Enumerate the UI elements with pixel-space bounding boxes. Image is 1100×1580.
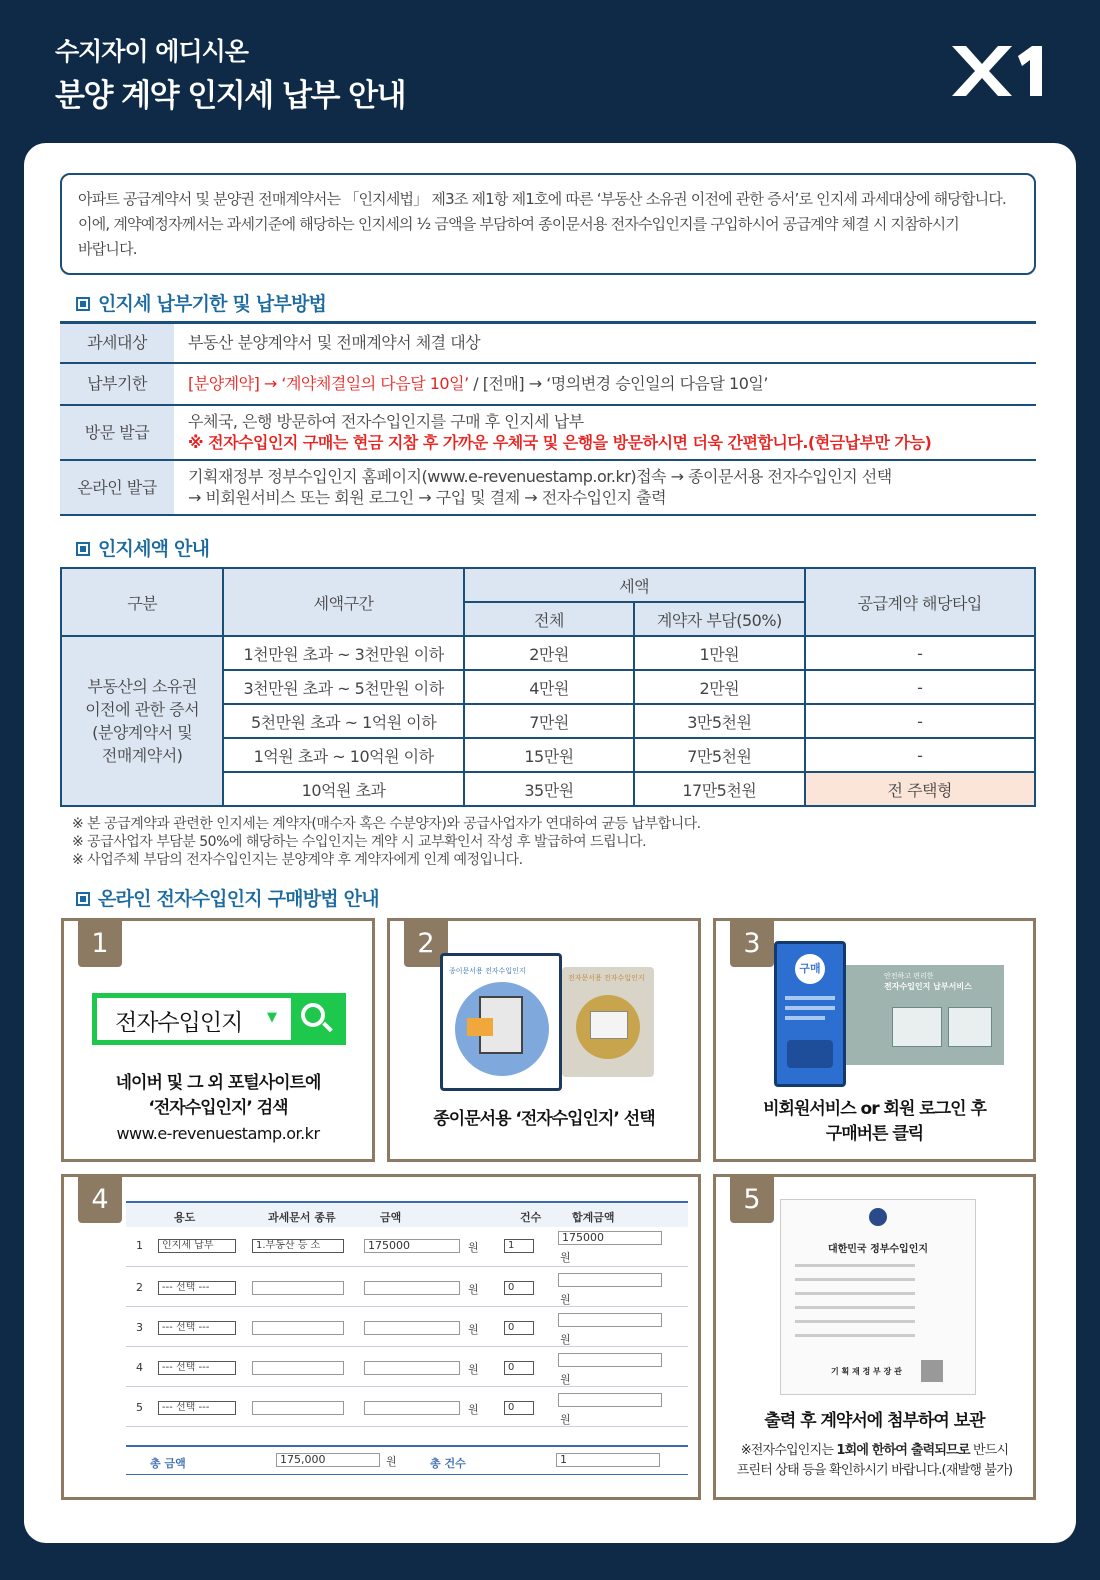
intro-line: 이에, 계약예정자께서는 과세기준에 해당하는 인지세의 ½ 금액을 부담하여 종이문서용 전자수입인지를 구입하시어 공급계약 체결 시 지참하시기	[78, 215, 959, 233]
sum-input	[558, 1313, 662, 1327]
total-cell: 35만원	[464, 772, 634, 806]
use-select[interactable]: --- 선택 ---	[158, 1401, 236, 1415]
step-caption: 출력 후 계약서에 첨부하여 보관	[764, 1411, 985, 1431]
use-select[interactable]: --- 선택 ---	[158, 1361, 236, 1375]
page-header	[0, 0, 1100, 142]
step-caption: 구매버튼 클릭	[825, 1124, 924, 1144]
range-cell: 3천만원 초과 ~ 5천만원 이하	[223, 670, 463, 704]
note-line: ※ 사업주체 부담의 전자수입인지는 분양계약 후 계약자에게 인계 예정입니다.	[72, 852, 523, 868]
step-number: 1	[78, 921, 122, 967]
online-text: 기획재정부 정부수입인지 홈페이지(www.e-revenuestamp.or.kr)접속 → 종이문서용 전자수입인지 선택	[188, 467, 892, 486]
payment-method-table	[60, 321, 1036, 516]
step-number: 5	[730, 1177, 774, 1223]
table-row	[60, 460, 1036, 515]
sum-input	[558, 1273, 662, 1287]
count-select[interactable]: 0	[504, 1361, 534, 1375]
sum-input	[558, 1353, 662, 1367]
table-row	[60, 405, 1036, 460]
use-select[interactable]: --- 선택 ---	[158, 1281, 236, 1295]
row-label: 납부기한	[60, 363, 174, 405]
square-bullet-icon	[76, 297, 90, 311]
category-cell: 부동산의 소유권 이전에 관한 증서 (분양계약서 및 전매계약서)	[61, 636, 223, 806]
buy-button-icon: 구매	[795, 954, 825, 984]
deadline-highlight: [분양계약] → ‘계약체결일의 다음달 10일’	[188, 374, 469, 393]
col-header: 건수	[520, 1211, 542, 1224]
total-label: 총 금액	[150, 1457, 186, 1470]
count-select[interactable]: 0	[504, 1401, 534, 1415]
government-emblem-icon	[869, 1208, 887, 1226]
row-label: 온라인 발급	[60, 460, 174, 515]
sum-input	[558, 1393, 662, 1407]
step-note: ※전자수입인지는 1회에 한하여 출력되므로 반드시	[740, 1443, 1009, 1458]
col-header: 용도	[174, 1211, 196, 1224]
form-row: 2 --- 선택 --- 원 0 원	[126, 1267, 688, 1307]
step-note: 프린터 상태 등을 확인하시기 바랍니다.(재발행 불가)	[736, 1463, 1013, 1478]
step-caption: 종이문서용 ‘전자수입인지’ 선택	[433, 1109, 655, 1129]
tax-notes	[72, 815, 701, 869]
brand-logo-icon	[952, 46, 1042, 96]
step-2-card	[387, 918, 701, 1162]
type-cell: -	[805, 704, 1036, 738]
section-title-tax: 인지세액 안내	[76, 534, 209, 561]
paper-doc-illustration: 종이문서용 전자수입인지	[440, 953, 562, 1091]
step-1-card	[61, 918, 375, 1162]
amount-input[interactable]: 175000	[364, 1239, 460, 1253]
step-caption: 비회원서비스 or 회원 로그인 후	[763, 1099, 986, 1119]
count-select[interactable]: 0	[504, 1321, 534, 1335]
digital-doc-illustration: 전자문서용 전자수입인지	[562, 967, 654, 1077]
form-row: 4 --- 선택 --- 원 0 원	[126, 1347, 688, 1387]
type-cell: -	[805, 738, 1036, 772]
form-row: 3 --- 선택 --- 원 0 원	[126, 1307, 688, 1347]
dropdown-arrow-icon: ▼	[267, 1010, 277, 1025]
note-line: ※ 공급사업자 부담분 50%에 해당하는 수입인지는 계약 시 교부확인서 작성 후 발급하여 드립니다.	[72, 834, 647, 850]
buy-card-illustration	[774, 941, 846, 1087]
step-number: 3	[730, 921, 774, 967]
content-card	[24, 143, 1076, 1543]
doc-type-input[interactable]	[252, 1401, 344, 1415]
header-cell: 세액	[464, 568, 805, 602]
header-cell: 세액구간	[223, 568, 463, 636]
section-title-online: 온라인 전자수입인지 구매방법 안내	[76, 884, 379, 911]
table-row	[60, 363, 1036, 405]
step-caption: 네이버 및 그 외 포털사이트에	[115, 1073, 321, 1093]
note-line: ※ 본 공급계약과 관련한 인지세는 계약자(매수자 혹은 수분양자)와 공급사업자가 연대하여 균등 납부합니다.	[72, 816, 701, 832]
col-header: 금액	[380, 1211, 402, 1224]
revenue-stamp-illustration	[780, 1199, 976, 1395]
doc-type-select[interactable]: 1.부동산 등 소	[252, 1239, 344, 1253]
amount-input[interactable]	[364, 1361, 460, 1375]
visit-warning: ※ 전자수입인지 구매는 현금 지참 후 가까운 우체국 및 은행을 방문하시면 더욱 간편합니다.(현금납부만 가능)	[188, 433, 932, 452]
total-cell: 2만원	[464, 636, 634, 670]
total-amount-input: 175,000	[276, 1453, 380, 1467]
form-row: 1 인지세 납부 1.부동산 등 소 175000 원 1 175000 원	[126, 1227, 688, 1267]
form-total-row: 총 금액 175,000 원 총 건수 1	[126, 1445, 688, 1475]
qr-code-icon	[921, 1360, 943, 1382]
count-select[interactable]: 1	[504, 1239, 534, 1253]
step-5-card	[713, 1174, 1036, 1500]
step-3-card	[713, 918, 1036, 1162]
form-header	[126, 1201, 688, 1227]
col-header: 합계금액	[572, 1211, 615, 1224]
sum-input: 175000	[558, 1231, 662, 1245]
search-bar-illustration	[92, 993, 346, 1045]
total-cell: 4만원	[464, 670, 634, 704]
intro-line: 바랍니다.	[78, 240, 137, 258]
step-number: 4	[78, 1177, 122, 1223]
table-row	[61, 636, 1035, 670]
half-cell: 17만5천원	[634, 772, 804, 806]
header-cell: 전체	[464, 602, 634, 636]
amount-input[interactable]	[364, 1281, 460, 1295]
header-row	[61, 568, 1035, 602]
page-subtitle: 수지자이 에디시온	[55, 37, 248, 66]
step-number: 2	[404, 921, 448, 967]
total-count-input: 1	[556, 1453, 660, 1467]
doc-type-input[interactable]	[252, 1321, 344, 1335]
total-cell: 15만원	[464, 738, 634, 772]
amount-input[interactable]	[364, 1401, 460, 1415]
deadline-rest: / [전매] → ‘명의변경 승인일의 다음달 10일’	[468, 374, 768, 393]
service-banner-illustration: 안전하고 편리한 전자수입인지 납부서비스	[836, 965, 1004, 1065]
col-header: 과세문서 종류	[268, 1211, 336, 1224]
half-cell: 1만원	[634, 636, 804, 670]
header-cell: 공급계약 해당타입	[805, 568, 1036, 636]
use-select[interactable]: 인지세 납부	[158, 1239, 236, 1253]
search-icon	[291, 998, 341, 1040]
half-cell: 3만5천원	[634, 704, 804, 738]
stamp-title: 대한민국 정부수입인지	[827, 1244, 929, 1255]
count-select[interactable]: 0	[504, 1281, 534, 1295]
type-cell-highlight: 전 주택형	[805, 772, 1036, 806]
range-cell: 1천만원 초과 ~ 3천만원 이하	[223, 636, 463, 670]
step-url: www.e-revenuestamp.or.kr	[116, 1124, 320, 1143]
table-row	[60, 323, 1036, 363]
use-select[interactable]: --- 선택 ---	[158, 1321, 236, 1335]
square-bullet-icon	[76, 542, 90, 556]
step-4-card	[61, 1174, 701, 1500]
page-title: 분양 계약 인지세 납부 안내	[55, 78, 406, 114]
intro-line: 아파트 공급계약서 및 분양권 전매계약서는 「인지세법」 제3조 제1항 제1호에 따른 ‘부동산 소유권 이전에 관한 증서’로 인지세 과세대상에 해당합니다.	[78, 190, 1007, 208]
square-bullet-icon	[76, 892, 90, 906]
range-cell: 1억원 초과 ~ 10억원 이하	[223, 738, 463, 772]
visit-text: 우체국, 은행 방문하여 전자수입인지를 구매 후 인지세 납부	[188, 412, 584, 431]
search-text: 전자수입인지	[115, 1010, 243, 1036]
total-cell: 7만원	[464, 704, 634, 738]
section-title-payment: 인지세 납부기한 및 납부방법	[76, 289, 326, 316]
header-cell: 계약자 부담(50%)	[634, 602, 804, 636]
intro-notice	[60, 173, 1036, 275]
online-text: → 비회원서비스 또는 회원 로그인 → 구입 및 결제 → 전자수입인지 출력	[188, 488, 667, 507]
doc-type-input[interactable]	[252, 1361, 344, 1375]
row-text: 부동산 분양계약서 및 전매계약서 체결 대상	[174, 323, 1036, 363]
type-cell: -	[805, 670, 1036, 704]
row-label: 과세대상	[60, 323, 174, 363]
step-caption: ‘전자수입인지’ 검색	[148, 1098, 288, 1118]
half-cell: 7만5천원	[634, 738, 804, 772]
header-cell: 구분	[61, 568, 223, 636]
form-row: 5 --- 선택 --- 원 0 원	[126, 1387, 688, 1427]
type-cell: -	[805, 636, 1036, 670]
half-cell: 2만원	[634, 670, 804, 704]
doc-type-input[interactable]	[252, 1281, 344, 1295]
row-label: 방문 발급	[60, 405, 174, 460]
count-label: 총 건수	[430, 1457, 466, 1470]
range-cell: 10억원 초과	[223, 772, 463, 806]
tax-amount-table	[60, 567, 1036, 807]
stamp-issuer: 기 획 재 정 부 장 관	[831, 1367, 902, 1376]
range-cell: 5천만원 초과 ~ 1억원 이하	[223, 704, 463, 738]
amount-input[interactable]	[364, 1321, 460, 1335]
